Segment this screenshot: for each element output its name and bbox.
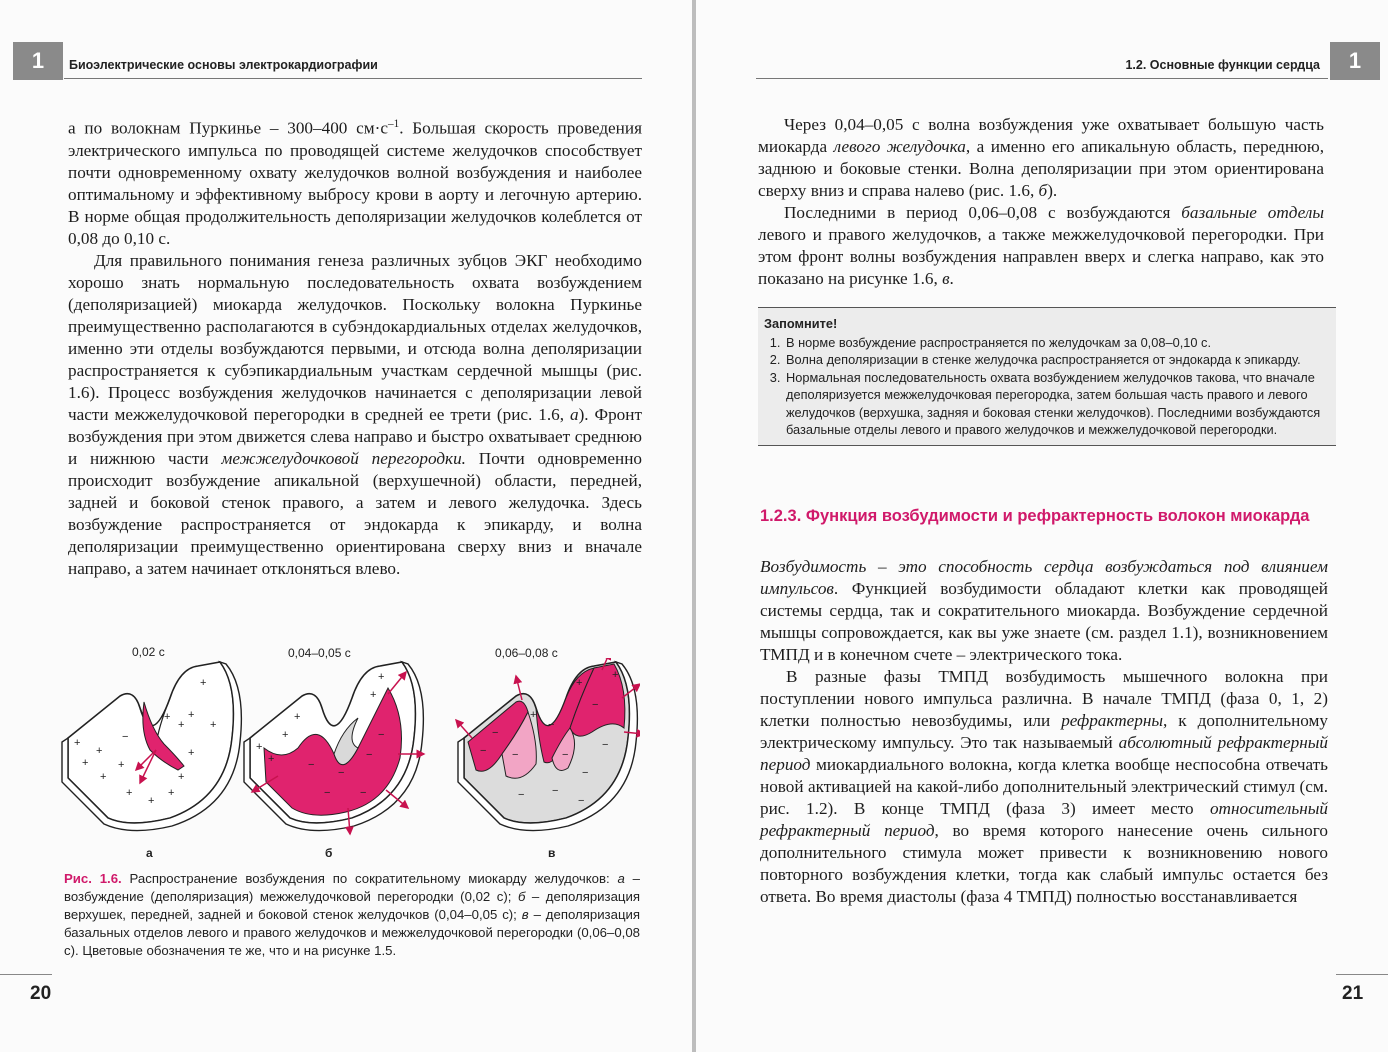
footer-rule-right bbox=[1336, 974, 1388, 975]
text-run: Для правильного понимания генеза различных зубцов ЭКГ необходимо хорошо знать нормальную последовательность охвата возбуждением (деполяризацией) миокарда желудочков. Поскольку волокна Пуркинье преимущественно располагаются в субэндокардиальных отделах желудочков, именно эти отделы возбуждаются первыми, и отсюда волна деполяризации распространяется к субэпикардиальным участкам сердечной мышцы (рис. 1.6). Процесс возбуждения желудочков начинается с деполяризации левой части межжелудочковой перегородки в средней ее трети (рис. 1.6, bbox=[68, 250, 642, 424]
right-page bbox=[696, 0, 1388, 1052]
text-run: Возбудимость – это способность сердца возбуждаться под влиянием импульсов bbox=[760, 557, 1328, 598]
svg-text:−: − bbox=[592, 699, 599, 711]
svg-text:+: + bbox=[612, 669, 619, 681]
text-run: – возбуждение (деполяризация) межжелудочковой перегородки (0,02 с); bbox=[64, 871, 640, 904]
text-run: относительный рефрактерный период bbox=[760, 799, 1328, 840]
remember-item: 2. Волна деполяризации в стенке желудочка распространяется от эндокарда к эпикарду. bbox=[784, 351, 1330, 369]
text-run: Последними в период 0,06–0,08 с возбуждаются bbox=[784, 203, 1182, 222]
svg-text:+: + bbox=[148, 795, 155, 807]
text-run: б bbox=[1038, 181, 1048, 200]
svg-text:+: + bbox=[126, 787, 133, 799]
svg-text:−: − bbox=[480, 745, 487, 757]
figure-letter-b: б bbox=[325, 846, 333, 860]
text-run: в bbox=[521, 907, 529, 922]
heart-diagram-c bbox=[456, 658, 640, 831]
svg-text:+: + bbox=[118, 759, 125, 771]
svg-text:+: + bbox=[294, 711, 301, 723]
running-header-left: Биоэлектрические основы электрокардиографии bbox=[69, 58, 378, 72]
chapter-tab-left: 1 bbox=[13, 42, 63, 80]
paragraph bbox=[760, 556, 1328, 666]
header-rule-right bbox=[756, 78, 1328, 79]
running-header-right: 1.2. Основные функции сердца bbox=[1125, 58, 1320, 72]
chapter-tab-right: 1 bbox=[1330, 42, 1380, 80]
footer-rule-left bbox=[0, 974, 52, 975]
remember-item: 3. Нормальная последовательность охвата возбуждением желудочков такова, что вначале деполяризуется межжелудочковая перегородка, затем большая часть правого и левого желудочков (верхушка, задняя и боковая стенки желудочков). Последними возбуждаются базальные отделы левого и правого желудочков и межжелудочковой перегородки. bbox=[784, 369, 1330, 439]
text-run: Почти одновременно происходит возбуждение апикальной (верхушечной) области, передней, задней и боковой стенок правого, а затем и левого желудочка. Здесь возбуждение распространяется от эндокарда к эпикарду, и волна деполяризации преимущественно ориентирована сверху вниз и вначале направо, а затем начинает отклоняться влево. bbox=[68, 448, 642, 578]
svg-text:+: + bbox=[178, 719, 185, 731]
svg-text:+: + bbox=[530, 709, 537, 721]
figure-caption bbox=[64, 870, 640, 960]
text-run: в bbox=[942, 269, 950, 288]
text-run: , к дополнительному электрическому импульсу. Это так называемый bbox=[760, 711, 1329, 752]
svg-text:+: + bbox=[210, 719, 217, 731]
svg-text:+: + bbox=[164, 711, 171, 723]
remember-item: 1. В норме возбуждение распространяется по желудочкам за 0,08–0,10 с. bbox=[784, 334, 1330, 352]
svg-text:−: − bbox=[552, 785, 559, 797]
text-run: а bbox=[569, 404, 579, 424]
figure-time-a: 0,02 с bbox=[132, 645, 165, 659]
svg-text:+: + bbox=[178, 771, 185, 783]
svg-text:−: − bbox=[360, 787, 367, 799]
svg-text:−: − bbox=[562, 749, 569, 761]
figure-letter-c: в bbox=[548, 846, 556, 860]
svg-text:−: − bbox=[338, 767, 345, 779]
svg-text:+: + bbox=[82, 757, 89, 769]
text-run: Через 0,04–0,05 с волна возбуждения уже охватывает большую часть миокарда bbox=[758, 115, 1324, 156]
page-number-left: 20 bbox=[30, 983, 52, 1004]
text-run: Распространение возбуждения по сократительному миокарду желудочков: bbox=[121, 871, 618, 886]
text-run: ). bbox=[1047, 181, 1058, 200]
svg-text:−: − bbox=[378, 729, 385, 741]
svg-text:+: + bbox=[188, 747, 195, 759]
svg-text:−: − bbox=[548, 719, 555, 731]
svg-text:+: + bbox=[74, 737, 81, 749]
text-run: . Функцией возбудимости обладают клетки как проводящей системы сердца, так и сократительного миокарда. Возбуждение сердечной мышцы сопровождается, как вы уже знаете (см. раздел 1.1), возникновением ТМПД и в конечном счете – электрического тока. bbox=[760, 579, 1328, 664]
svg-text:−: − bbox=[518, 789, 525, 801]
text-run: а bbox=[617, 871, 625, 886]
header-rule-left bbox=[64, 78, 642, 79]
svg-text:+: + bbox=[576, 677, 583, 689]
text-run: левого и правого желудочков, а также межжелудочковой перегородки. При этом фронт волны возбуждения направлен вверх и слегка направо, как это показано на рисунке 1.6, bbox=[758, 225, 1324, 288]
right-body-text-top bbox=[758, 114, 1324, 290]
heart-diagram-b bbox=[244, 662, 424, 834]
svg-text:+: + bbox=[100, 771, 107, 783]
svg-text:+: + bbox=[188, 709, 195, 721]
text-run: , во время которого нанесение очень сильного дополнительного стимула может привести к возникновению нового повторного возбуждения клетки, тогда как слабый импульс остается без ответа. Во время диастолы (фаза 4 ТМПД) полностью восстанавливается bbox=[760, 821, 1328, 906]
remember-list bbox=[764, 334, 1330, 439]
svg-text:+: + bbox=[378, 671, 385, 683]
svg-text:−: − bbox=[602, 739, 609, 751]
right-body-text-bottom bbox=[760, 556, 1328, 908]
svg-text:−: − bbox=[366, 749, 373, 761]
paragraph bbox=[758, 202, 1324, 290]
figure-time-b: 0,04–0,05 с bbox=[288, 646, 351, 660]
remember-title: Запомните! bbox=[764, 316, 838, 331]
svg-text:−: − bbox=[582, 767, 589, 779]
text-run: . Большая скорость проведения электрического импульса по проводящей системе желудочков способствует почти одновременному охвату желудочков волной возбуждения и наиболее оптимальному и эффективному выбросу крови в аорту и легочную артерию. В норме общая продолжительность деполяризации желудочков колеблется от 0,08 до 0,10 с. bbox=[68, 118, 642, 248]
remember-box bbox=[758, 307, 1336, 446]
svg-text:+: + bbox=[370, 689, 377, 701]
paragraph bbox=[758, 114, 1324, 202]
section-heading: 1.2.3. Функция возбудимости и рефрактерность волокон миокарда bbox=[760, 507, 1310, 525]
svg-text:+: + bbox=[168, 787, 175, 799]
figure-caption-text bbox=[64, 871, 640, 958]
text-run: б bbox=[517, 889, 526, 904]
text-run: миокардиального волокна, когда клетка вообще неспособна отвечать новой активацией на какой-либо дополнительный электрический стимул (см. рис. 1.2). В конце ТМПД (фаза 3) имеет место bbox=[760, 755, 1328, 818]
svg-text:−: − bbox=[324, 787, 331, 799]
paragraph bbox=[760, 666, 1328, 908]
svg-text:+: + bbox=[256, 741, 263, 753]
text-run: –1 bbox=[388, 118, 400, 130]
paragraph bbox=[68, 250, 642, 580]
text-run: левого желудочка bbox=[833, 137, 966, 156]
figure-letter-a: а bbox=[146, 846, 153, 860]
text-run: – деполяризация базальных отделов левого и правого желудочков и межжелудочковой перегородки (0,06–0,08 с). Цветовые обозначения те же, что и на рисунке 1.5. bbox=[64, 907, 640, 958]
heart-diagram-a bbox=[62, 662, 241, 831]
text-run: базальные отделы bbox=[1181, 203, 1324, 222]
text-run: , а именно его апикальную область, переднюю, заднюю и боковые стенки. Волна деполяризации при этом ориентирована сверху вниз и справа налево (рис. 1.6, bbox=[758, 137, 1324, 200]
text-run: – деполяризация верхушек, передней, задней и боковой стенок желудочков (0,04–0,05 с); bbox=[64, 889, 640, 922]
figure-time-c: 0,06–0,08 с bbox=[495, 646, 558, 660]
page-number-right: 21 bbox=[1342, 983, 1364, 1004]
text-run: В разные фазы ТМПД возбудимость мышечного волокна при поступлении нового импульса различна. В начале ТМПД (фаза 0, 1, 2) клетки полностью невозбудимы, или bbox=[760, 667, 1328, 730]
svg-text:−: − bbox=[308, 759, 315, 771]
svg-text:−: − bbox=[122, 731, 129, 743]
text-run: межжелудочковой перегородки. bbox=[221, 448, 466, 468]
svg-text:+: + bbox=[200, 677, 207, 689]
text-run: рефрактерны bbox=[1061, 711, 1164, 730]
text-run: . bbox=[949, 269, 954, 288]
text-run: абсолютный рефрактерный период bbox=[760, 733, 1329, 774]
left-page bbox=[0, 0, 692, 1052]
paragraph bbox=[68, 113, 642, 250]
heart-diagrams bbox=[60, 658, 640, 843]
left-body-text bbox=[68, 113, 642, 580]
figure-caption-label: Рис. 1.6. bbox=[64, 871, 122, 886]
text-run: ). Фронт возбуждения при этом движется слева направо и быстро охватывает среднюю и нижнюю части bbox=[68, 404, 642, 468]
svg-text:+: + bbox=[282, 729, 289, 741]
text-run: а по волокнам Пуркинье – 300–400 см·с bbox=[68, 118, 389, 138]
svg-text:−: − bbox=[492, 727, 499, 739]
svg-text:−: − bbox=[578, 795, 585, 807]
svg-text:−: − bbox=[512, 749, 519, 761]
svg-text:+: + bbox=[268, 753, 275, 765]
svg-text:+: + bbox=[96, 745, 103, 757]
